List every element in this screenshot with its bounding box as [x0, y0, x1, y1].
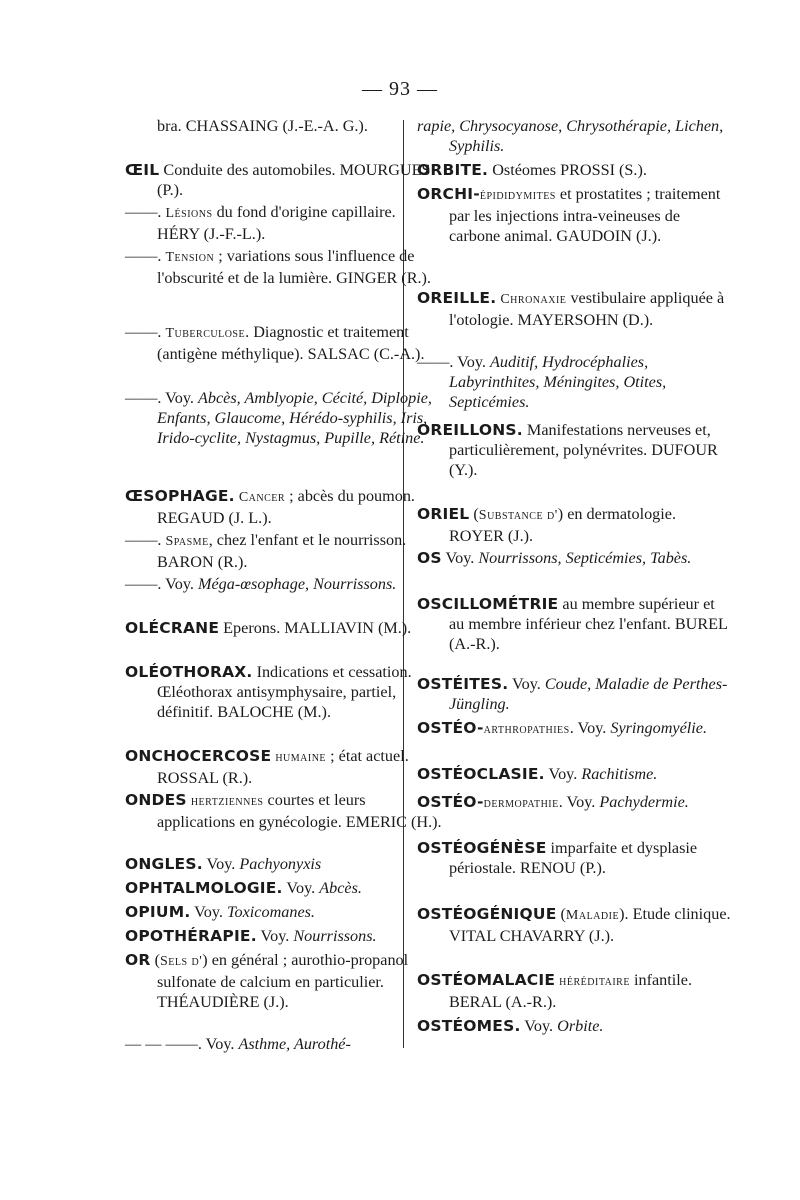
entry-text: — — ——. Voy.	[125, 1035, 239, 1053]
index-entry	[417, 904, 734, 946]
index-entry	[417, 352, 734, 412]
entry-heading: ORBITE.	[417, 161, 489, 179]
entry-text: Chronaxie	[500, 292, 567, 307]
entry-text: Indications et cessation. Œléothorax antisymphysaire, partiel, définitif. BALOCHE (M.).	[157, 663, 412, 721]
entry-text: . Voy.	[569, 719, 611, 737]
entry-heading: OSTÉOMALACIE	[417, 971, 556, 989]
entry-text: épididymites	[479, 188, 556, 203]
entry-heading: ORCHI-	[417, 185, 480, 203]
index-entry	[417, 594, 734, 654]
entry-heading: OREILLONS.	[417, 421, 523, 439]
entry-heading: OREILLE.	[417, 289, 497, 307]
entry-text: ) en général ; aurothio-propanol sulfonate de calcium en particulier. THÉAUDIÈRE (J.).	[157, 951, 409, 1011]
entry-heading: OPHTALMOLOGIE.	[125, 879, 283, 897]
entry-text: Cancer	[238, 490, 286, 505]
entry-text: Spasme	[165, 534, 209, 549]
index-entry	[125, 486, 442, 528]
entry-text: Sels d'	[159, 954, 203, 969]
index-entry	[417, 674, 734, 714]
entry-heading: OSTÉITES.	[417, 675, 509, 693]
entry-text: Substance d'	[478, 508, 558, 523]
index-entry	[125, 926, 442, 946]
entry-text: . Diagnostic et traitement (antigène méthylique). SALSAC (C.-A.).	[157, 323, 425, 363]
page-number: — 93 —	[362, 78, 438, 100]
index-entry	[417, 160, 734, 180]
index-entry	[417, 184, 734, 246]
entry-text: Voy.	[282, 879, 320, 897]
entry-text: (	[556, 905, 566, 923]
entry-text: ——. Voy.	[125, 575, 199, 593]
index-entry	[417, 1016, 734, 1036]
entry-heading: ONDES	[125, 791, 187, 809]
entry-text: courtes et leurs applications en gynécologie. EMERIC (H.).	[157, 791, 442, 831]
cross-reference: Méga-œsophage, Nourrissons.	[198, 575, 397, 593]
entry-text: ——.	[125, 203, 166, 221]
entry-text: du fond d'origine capillaire. HÉRY (J.-F.-L.).	[157, 203, 396, 243]
entry-heading: ŒIL	[125, 161, 160, 179]
entry-text: Maladie	[565, 908, 620, 923]
entry-text: Tension	[165, 250, 215, 265]
index-entry	[417, 970, 734, 1012]
entry-text: . Voy.	[558, 793, 600, 811]
cross-reference: rapie, Chrysocyanose, Chrysothérapie, Lichen, Syphilis.	[417, 117, 724, 155]
entry-heading: OR	[125, 951, 151, 969]
entry-heading: OPOTHÉRAPIE.	[125, 927, 257, 945]
index-entry	[125, 950, 442, 1012]
cross-reference: Nourrissons, Septicémies, Tabès.	[478, 549, 692, 567]
cross-reference: Pachyonyxis	[239, 855, 322, 873]
entry-text: Conduite des automobiles. MOURGUES (P.).	[157, 161, 431, 199]
entry-heading: OSTÉO-	[417, 719, 484, 737]
entry-heading: OSTÉO-	[417, 793, 484, 811]
index-entry	[125, 160, 442, 200]
entry-text: arthropathies	[483, 722, 570, 737]
index-entry	[417, 288, 734, 330]
entry-heading: OSTÉOCLASIE.	[417, 765, 545, 783]
entry-text: ; état actuel. ROSSAL (R.).	[157, 747, 409, 787]
entry-heading: ONGLES.	[125, 855, 203, 873]
index-entry	[125, 530, 442, 572]
entry-heading: ORIEL	[417, 505, 470, 523]
index-entry	[125, 662, 442, 722]
index-entry	[125, 618, 442, 638]
entry-text: hertziennes	[190, 794, 264, 809]
entry-text: ——.	[125, 531, 166, 549]
index-entry	[125, 1034, 442, 1054]
index-entry	[125, 322, 442, 364]
entry-text: (	[469, 505, 479, 523]
index-entry	[125, 854, 442, 874]
entry-text: infantile. BERAL (A.-R.).	[449, 971, 692, 1011]
entry-text: ). Etude clinique. VITAL CHAVARRY (J.).	[449, 905, 731, 945]
index-entry	[125, 202, 442, 244]
entry-text: Tuberculose	[165, 326, 246, 341]
entry-text: ——. Voy.	[125, 389, 199, 407]
index-entry	[125, 746, 442, 788]
index-entry	[417, 718, 734, 740]
entry-text: Manifestations nerveuses et, particulièrement, polynévrites. DUFOUR (Y.).	[449, 421, 718, 479]
index-entry	[417, 116, 734, 156]
entry-text: bra. CHASSAING (J.-E.-A. G.).	[157, 117, 368, 135]
entry-heading: OLÉCRANE	[125, 619, 220, 637]
cross-reference: Auditif, Hydrocéphalies, Labyrinthites, Méningites, Otites, Septicémies.	[449, 353, 667, 411]
index-entry	[125, 246, 442, 288]
entry-heading: OSTÉOGÉNIQUE	[417, 905, 557, 923]
index-entry	[417, 420, 734, 480]
entry-text: Voy.	[508, 675, 545, 693]
index-entry	[125, 574, 442, 594]
entry-text: au membre supérieur et au membre inférieur chez l'enfant. BUREL (A.-R.).	[449, 595, 728, 653]
entry-text: humaine	[275, 750, 327, 765]
cross-reference: Orbite.	[557, 1017, 604, 1035]
entry-text: ) en dermatologie. ROYER (J.).	[449, 505, 677, 545]
entry-text: ——. Voy.	[417, 353, 491, 371]
entry-text: Voy.	[256, 927, 294, 945]
index-entry	[417, 504, 734, 546]
entry-text: Ostéomes PROSSI (S.).	[488, 161, 647, 179]
index-entry	[417, 548, 734, 568]
cross-reference: Coude, Maladie de Perthes-Jüngling.	[449, 675, 728, 713]
cross-reference: Toxicomanes.	[227, 903, 315, 921]
cross-reference: Abcès, Amblyopie, Cécité, Diplopie, Enfants, Glaucome, Hérédo-syphilis, Iris, Irido-cyclite, Nystagmus, Pupille, Rétine.	[157, 389, 432, 447]
cross-reference: Abcès.	[319, 879, 362, 897]
cross-reference: Asthme, Aurothé-	[238, 1035, 351, 1053]
entry-text: héréditaire	[559, 974, 630, 989]
index-entry	[417, 838, 734, 878]
entry-text: et prostatites ; traitement par les injections intra-veineuses de carbone animal. GAUDOIN (J.).	[449, 185, 721, 245]
index-entry	[417, 792, 734, 814]
entry-text: ——.	[125, 247, 166, 265]
index-entry	[125, 878, 442, 898]
entry-text: imparfaite et dysplasie périostale. RENOU (P.).	[449, 839, 698, 877]
index-entry	[125, 790, 442, 832]
entry-text: Voy.	[544, 765, 582, 783]
entry-text: Voy.	[202, 855, 240, 873]
cross-reference: Nourrissons.	[293, 927, 377, 945]
cross-reference: Rachitisme.	[581, 765, 658, 783]
entry-heading: ONCHOCERCOSE	[125, 747, 272, 765]
cross-reference: Pachydermie.	[599, 793, 689, 811]
entry-heading: OS	[417, 549, 442, 567]
entry-text: dermopathie	[483, 796, 559, 811]
entry-heading: OSTÉOMES.	[417, 1017, 521, 1035]
entry-text: Voy.	[441, 549, 479, 567]
entry-heading: OSCILLOMÉTRIE	[417, 595, 559, 613]
entry-text: Voy.	[520, 1017, 558, 1035]
index-entry	[417, 764, 734, 784]
entry-heading: OLÉOTHORAX.	[125, 663, 253, 681]
index-entry	[125, 388, 442, 448]
entry-heading: OSTÉOGÉNÈSE	[417, 839, 547, 857]
entry-text: , chez l'enfant et le nourrisson. BARON (R.).	[157, 531, 407, 571]
entry-text: vestibulaire appliquée à l'otologie. MAYERSOHN (D.).	[449, 289, 725, 329]
entry-text: Eperons. MALLIAVIN (M.).	[219, 619, 412, 637]
entry-heading: OPIUM.	[125, 903, 191, 921]
entry-text: ——.	[125, 323, 166, 341]
index-entry	[125, 116, 442, 136]
entry-text: ; variations sous l'influence de l'obscurité et de la lumière. GINGER (R.).	[157, 247, 431, 287]
cross-reference: Syringomyélie.	[610, 719, 708, 737]
entry-text: (	[150, 951, 160, 969]
entry-text: ; abcès du poumon. REGAUD (J. L.).	[157, 487, 415, 527]
entry-heading: ŒSOPHAGE.	[125, 487, 235, 505]
index-entry	[125, 902, 442, 922]
entry-text: Voy.	[190, 903, 227, 921]
entry-text: Lésions	[165, 206, 213, 221]
